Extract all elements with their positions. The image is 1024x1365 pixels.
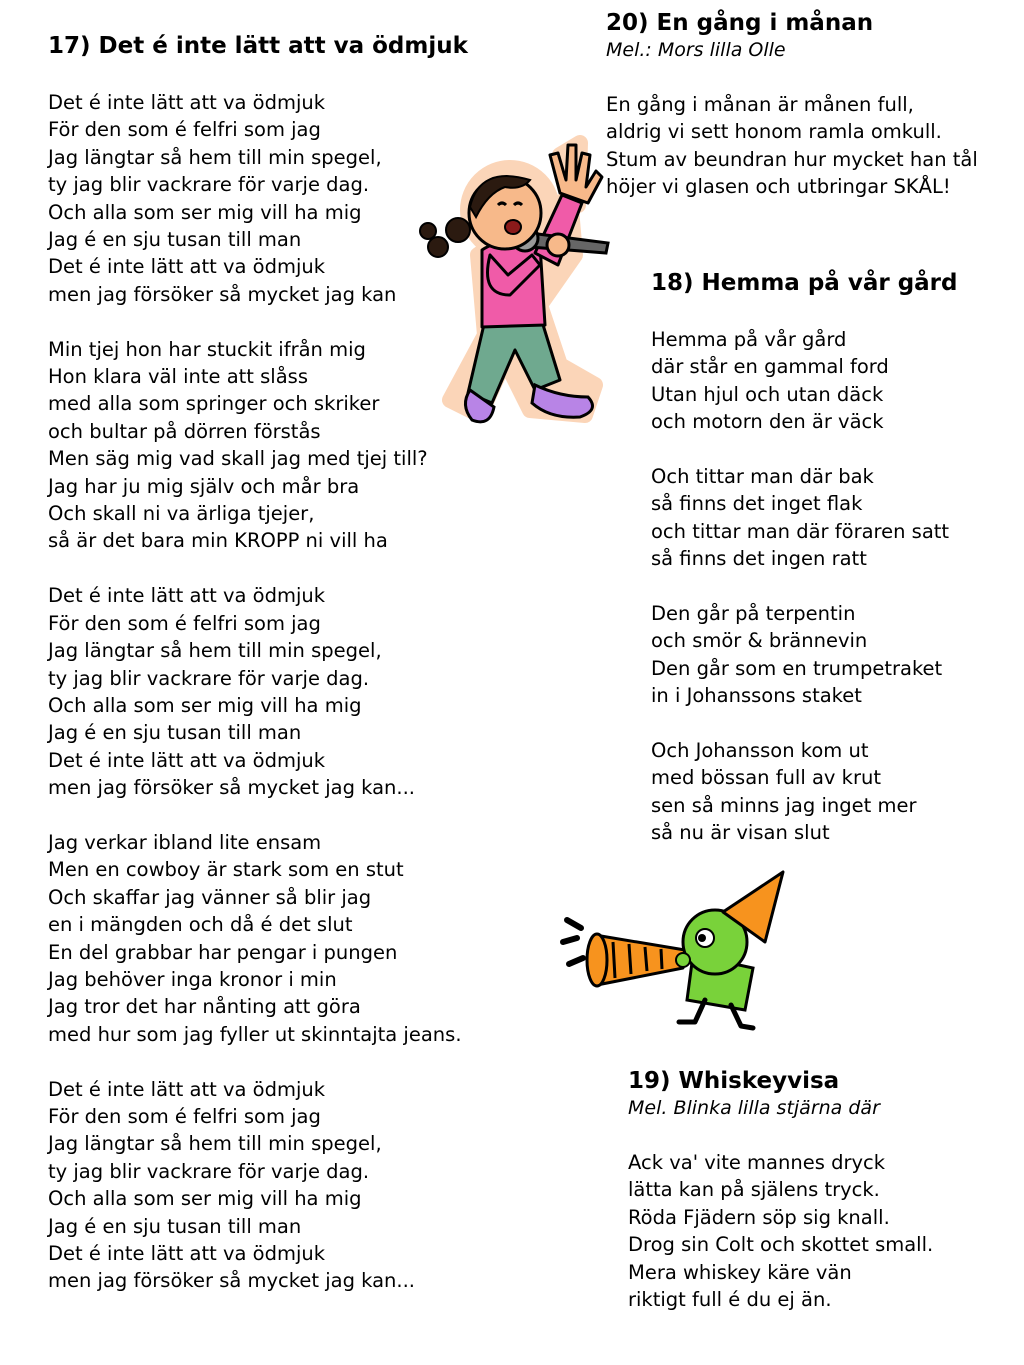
lyric-line: Det é inte lätt att va ödmjuk — [48, 1077, 326, 1101]
melody-note: Mel. Blinka lilla stjärna där — [628, 1097, 880, 1119]
lyric-line: Det é inte lätt att va ödmjuk — [48, 748, 326, 772]
song-lyrics — [628, 1149, 933, 1313]
lyric-line: En del grabbar har pengar i pungen — [48, 940, 398, 964]
song-lyrics — [48, 89, 468, 1295]
lyric-line: Det é inte lätt att va ödmjuk — [48, 584, 326, 608]
lyric-line: riktigt full é du ej än. — [628, 1288, 832, 1312]
song-title: 17) Det é inte lätt att va ödmjuk — [48, 33, 468, 59]
lyric-line: Jag längtar så hem till min spegel, — [48, 1132, 382, 1156]
lyric-line: så finns det inget flak — [651, 492, 863, 516]
lyric-line: Och alla som ser mig vill ha mig — [48, 1187, 362, 1211]
lyric-line: aldrig vi sett honom ramla omkull. — [606, 120, 942, 144]
lyric-line: För den som é felfri som jag — [48, 1104, 321, 1128]
lyric-line: ty jag blir vackrare för varje dag. — [48, 173, 370, 197]
singing-girl-illustration — [410, 135, 625, 450]
lyric-line: En gång i månan är månen full, — [606, 93, 914, 116]
lyric-line: med bössan full av krut — [651, 766, 881, 790]
song-title: 18) Hemma på vår gård — [651, 270, 958, 296]
lyric-line: Ack va' vite mannes dryck — [628, 1151, 886, 1174]
lyric-line: så finns det ingen ratt — [651, 547, 867, 571]
lyric-line: så är det bara min KROPP ni vill ha — [48, 529, 388, 553]
lyric-line: där står en gammal ford — [651, 355, 889, 379]
lyric-line: Jag längtar så hem till min spegel, — [48, 145, 382, 169]
lyric-line: och smör & brännevin — [651, 629, 868, 653]
lyric-line: Röda Fjädern söp sig knall. — [628, 1205, 890, 1229]
lyric-line: Jag längtar så hem till min spegel, — [48, 639, 382, 663]
lyric-line: Jag é en sju tusan till man — [48, 228, 302, 252]
lyric-line: Hemma på vår gård — [651, 328, 847, 351]
stanza-gap — [48, 308, 468, 335]
song-19 — [628, 1068, 933, 1313]
lyric-line: Jag é en sju tusan till man — [48, 1214, 302, 1238]
lyric-line: så nu är visan slut — [651, 821, 830, 845]
lyric-line: Mera whiskey käre vän — [628, 1260, 852, 1284]
lyric-line: Jag é en sju tusan till man — [48, 721, 302, 745]
lyric-line: men jag försöker så mycket jag kan... — [48, 1269, 416, 1293]
lyric-line: Drog sin Colt och skottet small. — [628, 1233, 934, 1257]
lyric-line: och motorn den är väck — [651, 410, 884, 434]
song-lyrics — [651, 326, 957, 847]
lyric-line: en i mängden och då é det slut — [48, 913, 353, 937]
stanza-gap — [651, 573, 957, 600]
stanza-gap — [48, 555, 468, 582]
lyric-line: och bultar på dörren förstås — [48, 419, 321, 443]
lyric-line: höjer vi glasen och utbringar SKÅL! — [606, 175, 951, 199]
lyric-line: Och Johansson kom ut — [651, 739, 869, 763]
lyric-line: Det é inte lätt att va ödmjuk — [48, 255, 326, 279]
stanza-gap — [651, 710, 957, 737]
lyric-line: Jag tror det har nånting att göra — [48, 995, 361, 1019]
song-title: 19) Whiskeyvisa — [628, 1068, 840, 1094]
lyric-line: För den som é felfri som jag — [48, 118, 321, 142]
song-18 — [651, 270, 957, 847]
lyric-line: Och alla som ser mig vill ha mig — [48, 200, 362, 224]
lyric-line: Men en cowboy är stark som en stut — [48, 858, 404, 882]
melody-note: Mel.: Mors lilla Olle — [606, 39, 786, 61]
stanza-gap — [48, 1048, 468, 1075]
lyric-line: in i Johanssons staket — [651, 684, 862, 708]
lyric-line: ty jag blir vackrare för varje dag. — [48, 666, 370, 690]
lyric-line: Stum av beundran hur mycket han tål — [606, 147, 978, 171]
lyric-line: Och tittar man där bak — [651, 465, 874, 489]
lyric-line: Och skaffar jag vänner så blir jag — [48, 885, 372, 909]
song-20 — [606, 10, 978, 201]
lyric-line: med alla som springer och skriker — [48, 392, 380, 416]
lyric-line: Men säg mig vad skall jag med tjej till? — [48, 447, 428, 471]
lyric-line: men jag försöker så mycket jag kan — [48, 282, 397, 306]
lyric-line: Jag har ju mig själv och mår bra — [48, 474, 360, 498]
song-title: 20) En gång i månan — [606, 10, 874, 36]
lyric-line: Jag behöver inga kronor i min — [48, 967, 337, 991]
lyric-line: sen så minns jag inget mer — [651, 793, 917, 817]
lyric-line: Jag verkar ibland lite ensam — [48, 830, 322, 854]
lyric-line: Den går på terpentin — [651, 602, 856, 626]
lyric-line: Min tjej hon har stuckit ifrån mig — [48, 337, 366, 361]
lyric-line: ty jag blir vackrare för varje dag. — [48, 1159, 370, 1183]
lyric-line: med hur som jag fyller ut skinntajta jeans. — [48, 1022, 462, 1046]
song-lyrics — [606, 91, 978, 201]
lyric-line: För den som é felfri som jag — [48, 611, 321, 635]
lyric-line: men jag försöker så mycket jag kan... — [48, 776, 416, 800]
megaphone-creature-illustration — [555, 860, 800, 1035]
lyric-line: Och skall ni va ärliga tjejer, — [48, 502, 315, 526]
lyric-line: Utan hjul och utan däck — [651, 382, 884, 406]
song-17 — [48, 33, 468, 1295]
lyric-line: lätta kan på själens tryck. — [628, 1178, 880, 1202]
lyric-line: Hon klara väl inte att slåss — [48, 365, 308, 389]
stanza-gap — [651, 436, 957, 463]
lyric-line: Den går som en trumpetraket — [651, 656, 943, 680]
lyric-line: Det é inte lätt att va ödmjuk — [48, 91, 326, 114]
lyric-line: Det é inte lätt att va ödmjuk — [48, 1242, 326, 1265]
stanza-gap — [48, 802, 468, 829]
lyric-line: Och alla som ser mig vill ha mig — [48, 693, 362, 717]
lyric-line: och tittar man där föraren satt — [651, 519, 950, 543]
